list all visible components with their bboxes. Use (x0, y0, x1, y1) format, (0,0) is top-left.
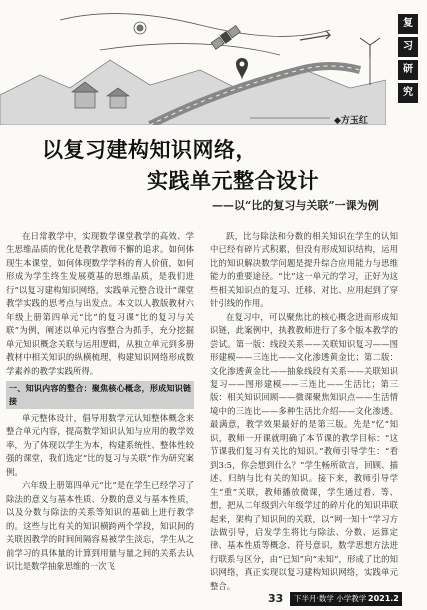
issue-label: 2021.2 (368, 594, 399, 603)
header-illustration (0, 0, 386, 125)
article-subtitle: ——以“比的复习与关联”一课为例 (212, 199, 379, 212)
magazine-footer: 下半月·数学 小学教学 (290, 592, 402, 606)
paragraph: 在复习中，可以聚焦比的核心概念进而形成知识链，此案例中，执教教师进行了多个版本教学的尝试。第一版：线段关系——关联知识复习——图形建模——三连比——文化渗透黄金比；第二版：文化渗透黄金比——抽象线段有关系——关联知识复习——图形建模——三连比——生活比；第三版：相关知识回顾——微课聚焦知识点——生活情境中的三连比——多种生活比介绍——文化渗透。最满意，教学效果最好的是第三版。先是“忆”知识，教师一开课就明确了本节课的教学目标：“这节课我们复习有关比的知识。”教师引导学生：“看到3:5，你会想到什么？”学生畅所欲言，回顾、描述、归纳与比有关的知识。接下来，教师引导学生“重”关联，教师播放微课，学生通过看、等、想，把从二年级到六年级学过的碎片化的知识串联起来，架构了知识间的关联，以“网一知十”学习方法做引导，启发学生将比与除法、分数、运算定律、基本性质等概念、符号意识，数学思想方法进行联系与区分，由“已知”向“未知”，形成了比的知识网络，真正实现以复习建构知识网络，实践单元整合。 (210, 311, 398, 591)
paragraph: 在日常教学中，实现数学课堂教学的高效、学生思维品质的优化是教学教师不懈的追求。如何体现生本课堂，如何体现数学学科的育人价值，如何形成为学生终生发展奠基的思维品质，是我们进行“以复习建构知识网络，实践单元整合设计”课堂教学实践的思考点与出发点。本文以人教版教材六年级上册第四单元“比”的复习课“比的复习与关联”为例，阐述以单元内容整合为抓手，充分挖掘单元知识概念关联与运用逻辑，从独立单元到多册教材中相关知识的纵横梳理，构建知识网络形成数学素养的教学实践所得。 (6, 231, 194, 376)
column-tab-char: 研 (398, 60, 418, 80)
article-title-line1: 以复习建构知识网络， (42, 137, 257, 162)
column-tab-char: 习 (398, 37, 418, 57)
column-tab (398, 14, 418, 106)
left-column (6, 230, 194, 573)
paragraph: 单元整体设计，倡导用数学元认知整体概念来整合单元内容，提高数学知识认知与应用的教学效率，为了体现以学生为本，构建系统性、整体性较强的课堂，我们选定“比的复习与关联”作为研究案例。 (6, 412, 194, 477)
paragraph: 六年级上册第四单元“比”是在学生已经学习了除法的意义与基本性质、分数的意义与基本性质，以及分数与除法的关系等知识的基础上进行教学的。这些与比有关的知识横跨两个学段，知识间的关联因教学的时间间隔容易被学生淡忘，学生从之前学习的具体量的计算到用量与量之间的关系去认识比是数学抽象思维的一次飞 (6, 480, 194, 571)
column-tab-char: 究 (398, 83, 418, 103)
map-pin-icon (236, 58, 248, 80)
page-number: 33 (268, 592, 284, 605)
right-column (210, 230, 398, 593)
author-name: ◆方玉红 (334, 116, 368, 126)
section-heading: 一、知识内容的整合：聚焦核心概念，形成知识链接 (6, 381, 194, 409)
column-tab-char: 复 (398, 14, 418, 34)
paragraph: 跃，比与除法和分数的相关知识在学生的认知中已经有碎片式积累，但没有形成知识结构，运用比的知识解决数学问题是提升综合应用能力与思维能力的重要途径。“比”这一单元的学习，正好为这些相关知识点的复习、迁移、对比、应用起到了穿针引线的作用。 (210, 231, 398, 309)
article-title-line2: 实践单元整合设计 (147, 168, 319, 193)
